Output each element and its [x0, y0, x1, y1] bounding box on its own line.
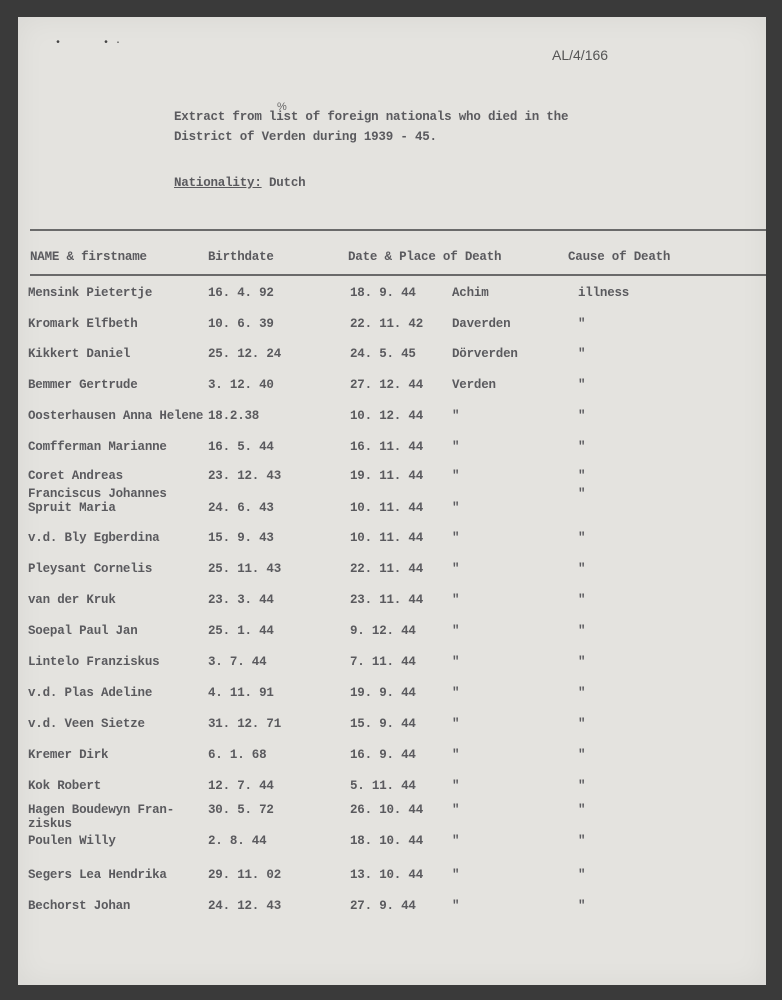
name-cell: v.d. Plas Adeline [28, 686, 153, 700]
death-date-cell: 27. 9. 44 [350, 899, 416, 913]
death-place-cell: " [452, 562, 460, 576]
death-date-cell: 16. 9. 44 [350, 748, 416, 762]
birthdate-cell: 6. 1. 68 [208, 748, 267, 762]
cause-cell: " [578, 440, 586, 454]
death-place-cell: " [452, 440, 460, 454]
nationality [174, 176, 305, 190]
reference-number: AL/4/166 [552, 47, 609, 63]
death-date-cell: 9. 12. 44 [350, 624, 416, 638]
cause-cell: " [578, 531, 586, 545]
name-cell: Poulen Willy [28, 834, 116, 848]
name-cell: Coret Andreas [28, 469, 123, 483]
name-cell: Bechorst Johan [28, 899, 131, 913]
death-place-cell: " [452, 717, 460, 731]
death-date-cell: 15. 9. 44 [350, 717, 416, 731]
death-date-cell: 22. 11. 42 [350, 317, 424, 331]
death-place-cell: " [452, 779, 460, 793]
nationality-value: Dutch [268, 176, 306, 190]
death-place-cell: " [452, 899, 460, 913]
cause-cell: " [578, 868, 586, 882]
death-place-cell: " [452, 686, 460, 700]
death-date-cell: 13. 10. 44 [350, 868, 424, 882]
name-cell: Franciscus Johannes [28, 487, 167, 501]
death-place-cell: " [452, 803, 460, 817]
cause-cell: " [578, 347, 586, 361]
death-date-cell: 19. 9. 44 [350, 686, 416, 700]
name-cell: Kikkert Daniel [28, 347, 131, 361]
name-cell: Kromark Elfbeth [28, 317, 138, 331]
nationality-label: Nationality: [174, 176, 262, 190]
death-place-cell: Dörverden [452, 347, 518, 361]
death-date-cell: 23. 11. 44 [350, 593, 424, 607]
birthdate-cell: 23. 3. 44 [208, 593, 274, 607]
death-place-cell: " [452, 501, 460, 515]
birthdate-cell: 16. 5. 44 [208, 440, 274, 454]
cause-cell: " [578, 487, 586, 501]
birthdate-cell: 23. 12. 43 [208, 469, 282, 483]
death-place-cell: Achim [452, 286, 489, 300]
cause-cell: " [578, 803, 586, 817]
death-date-cell: 27. 12. 44 [350, 378, 424, 392]
birthdate-cell: 16. 4. 92 [208, 286, 274, 300]
birthdate-cell: 12. 7. 44 [208, 779, 274, 793]
death-date-cell: 24. 5. 45 [350, 347, 416, 361]
birthdate-cell: 18.2.38 [208, 409, 260, 423]
name-cell: Oosterhausen Anna Helene [28, 409, 204, 423]
death-date-cell: 5. 11. 44 [350, 779, 416, 793]
birthdate-cell: 24. 6. 43 [208, 501, 274, 515]
death-place-cell: Verden [452, 378, 496, 392]
death-date-cell: 26. 10. 44 [350, 803, 424, 817]
paper-specks: • • · [55, 38, 122, 49]
death-place-cell: " [452, 868, 460, 882]
death-place-cell: " [452, 834, 460, 848]
cause-cell: " [578, 469, 586, 483]
name-cell: Hagen Boudewyn Fran- [28, 803, 175, 817]
birthdate-cell: 10. 6. 39 [208, 317, 274, 331]
death-date-cell: 19. 11. 44 [350, 469, 424, 483]
table-top-rule [30, 229, 766, 231]
name-cell-continued: Spruit Maria [28, 501, 116, 515]
name-cell: v.d. Bly Egberdina [28, 531, 160, 545]
name-cell: van der Kruk [28, 593, 116, 607]
cause-cell: illness [578, 286, 630, 300]
birthdate-cell: 24. 12. 43 [208, 899, 282, 913]
birthdate-cell: 25. 12. 24 [208, 347, 282, 361]
death-place-cell: " [452, 655, 460, 669]
name-cell: Soepal Paul Jan [28, 624, 138, 638]
death-place-cell: " [452, 531, 460, 545]
title-line-2: District of Verden during 1939 - 45. [174, 130, 437, 144]
name-cell: Bemmer Gertrude [28, 378, 138, 392]
name-cell-continued: ziskus [28, 817, 72, 831]
header-bottom-rule [30, 274, 766, 276]
name-cell: Kremer Dirk [28, 748, 109, 762]
cause-cell: " [578, 378, 586, 392]
name-cell: v.d. Veen Sietze [28, 717, 145, 731]
cause-cell: " [578, 899, 586, 913]
death-place-cell: " [452, 409, 460, 423]
cause-cell: " [578, 624, 586, 638]
document-page [18, 17, 766, 985]
birthdate-cell: 31. 12. 71 [208, 717, 282, 731]
cause-cell: " [578, 686, 586, 700]
death-date-cell: 10. 12. 44 [350, 409, 424, 423]
cause-cell: " [578, 655, 586, 669]
cause-cell: " [578, 562, 586, 576]
cause-cell: " [578, 317, 586, 331]
header-death: Date & Place of Death [348, 250, 502, 264]
death-place-cell: Daverden [452, 317, 511, 331]
cause-cell: " [578, 748, 586, 762]
name-cell: Mensink Pietertje [28, 286, 153, 300]
death-date-cell: 10. 11. 44 [350, 531, 424, 545]
header-cause: Cause of Death [568, 250, 671, 264]
cause-cell: " [578, 409, 586, 423]
death-place-cell: " [452, 469, 460, 483]
handwritten-mark: % [277, 101, 287, 113]
death-date-cell: 18. 9. 44 [350, 286, 416, 300]
header-birthdate: Birthdate [208, 250, 274, 264]
birthdate-cell: 15. 9. 43 [208, 531, 274, 545]
cause-cell: " [578, 717, 586, 731]
death-place-cell: " [452, 748, 460, 762]
name-cell: Pleysant Cornelis [28, 562, 153, 576]
death-date-cell: 22. 11. 44 [350, 562, 424, 576]
birthdate-cell: 3. 7. 44 [208, 655, 267, 669]
death-date-cell: 18. 10. 44 [350, 834, 424, 848]
death-place-cell: " [452, 593, 460, 607]
death-date-cell: 16. 11. 44 [350, 440, 424, 454]
birthdate-cell: 25. 1. 44 [208, 624, 274, 638]
cause-cell: " [578, 834, 586, 848]
name-cell: Kok Robert [28, 779, 102, 793]
birthdate-cell: 2. 8. 44 [208, 834, 267, 848]
header-name: NAME & firstname [30, 250, 147, 264]
birthdate-cell: 3. 12. 40 [208, 378, 274, 392]
death-place-cell: " [452, 624, 460, 638]
cause-cell: " [578, 593, 586, 607]
death-date-cell: 10. 11. 44 [350, 501, 424, 515]
death-date-cell: 7. 11. 44 [350, 655, 416, 669]
name-cell: Comfferman Marianne [28, 440, 167, 454]
title-line-1: Extract from list of foreign nationals who died in the [174, 110, 569, 124]
birthdate-cell: 25. 11. 43 [208, 562, 282, 576]
name-cell: Segers Lea Hendrika [28, 868, 167, 882]
birthdate-cell: 29. 11. 02 [208, 868, 282, 882]
birthdate-cell: 30. 5. 72 [208, 803, 274, 817]
name-cell: Lintelo Franziskus [28, 655, 160, 669]
birthdate-cell: 4. 11. 91 [208, 686, 274, 700]
cause-cell: " [578, 779, 586, 793]
